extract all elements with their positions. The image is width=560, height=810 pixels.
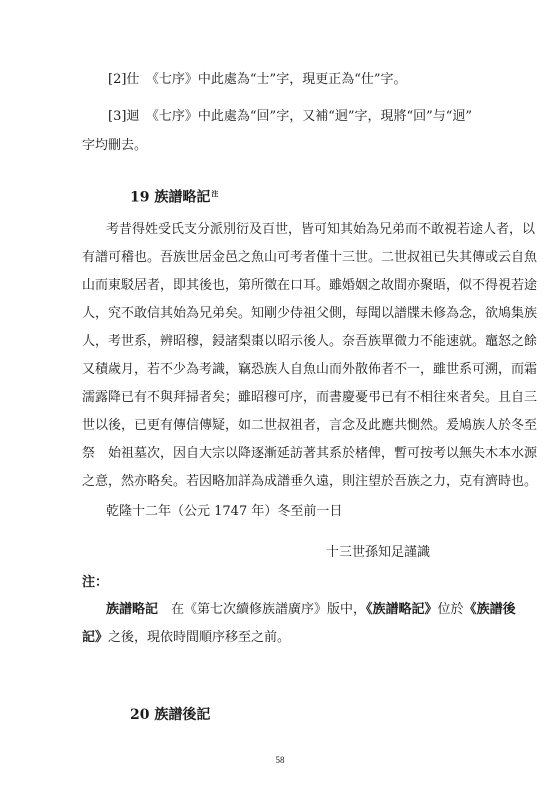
section-number: 20 — [130, 707, 150, 723]
page-number: 58 — [275, 755, 285, 765]
body-line-7: 濡露降已有不與拜掃者矣；雖昭穆可序，而書慶憂弔已有不相往來者矣。且自三 — [82, 390, 538, 405]
body-line-9: 祭 始祖墓次，因自大宗以降逐漸延訪著其系於楮俾，暫可按考以無失木本水源 — [82, 446, 538, 461]
body-line-8: 世以後，已更有傳信傳疑，如二世叔祖者，言念及此應共惻然。爰鳩族人於冬至 — [82, 418, 538, 433]
body-line-1: 考昔得姓受氏支分派別衍及百世，皆可知其始為兄弟而不敢視若途人者，以 — [106, 222, 536, 237]
body-line-10: 之意，然亦略矣。若因略加詳為成譜垂久遠，則注望於吾族之力，克有濟時也。 — [82, 474, 538, 489]
section-title: 族譜後記 — [154, 707, 211, 723]
note-text: 之後，現依時間順序移至之前。 — [108, 630, 291, 645]
note-bold-title: 族譜略記 — [106, 602, 159, 617]
section-19-heading — [130, 185, 218, 207]
section-title: 族譜略記 — [154, 189, 211, 206]
note-text: 在《第七次續修族譜廣序》版中， — [158, 602, 367, 617]
body-line-6: 又積歲月，若不少為考識，竊恐族人自魚山而外散佈者不一，雖世系可溯，而霜 — [82, 362, 538, 377]
body-line-2: 有譜可稽也。吾族世居金邑之魚山可考者僅十三世。二世叔祖已失其傳或云自魚 — [82, 250, 538, 265]
note-bold-ref: 《族譜後 — [463, 602, 516, 617]
section-20-heading — [130, 706, 210, 724]
note-text: 位於 — [437, 602, 464, 617]
note-label: 注： — [82, 575, 109, 590]
body-line-4: 人，究不敢信其始為兄弟矣。知剛少侍祖父側，每聞以譜牒未修為念，欲鳩集族 — [82, 306, 538, 321]
note-marker: 注 — [211, 189, 219, 198]
footnote-3: [3]迴 《七序》中此處為“回”字，又補“迥”字，現將“回”与“迥” — [108, 109, 473, 124]
body-line-5: 人，考世系，辨昭穆，鋟諸梨棗以昭示後人。奈吾族單微力不能速就。竈怒之餘 — [82, 334, 538, 349]
note-line-1 — [106, 601, 516, 619]
body-line-3: 山而東駁居者，即其後也，第所徵在口耳。雖婚姻之故間亦聚晤，似不得視若途 — [82, 278, 538, 293]
note-bold-ref: 《族譜略記》 — [366, 602, 438, 617]
footnote-3-continued: 字均刪去。 — [82, 138, 148, 153]
date-line: 乾隆十二年（公元 1747 年）冬至前一日 — [106, 504, 343, 519]
section-number: 19 — [130, 189, 150, 206]
footnote-2: [2]仕 《七序》中此處為“士”字，現更正為“仕”字。 — [108, 72, 407, 87]
note-bold-ref: 記》 — [82, 630, 109, 645]
signature: 十三世孫知足謹識 — [326, 545, 431, 560]
note-line-2 — [82, 629, 482, 647]
